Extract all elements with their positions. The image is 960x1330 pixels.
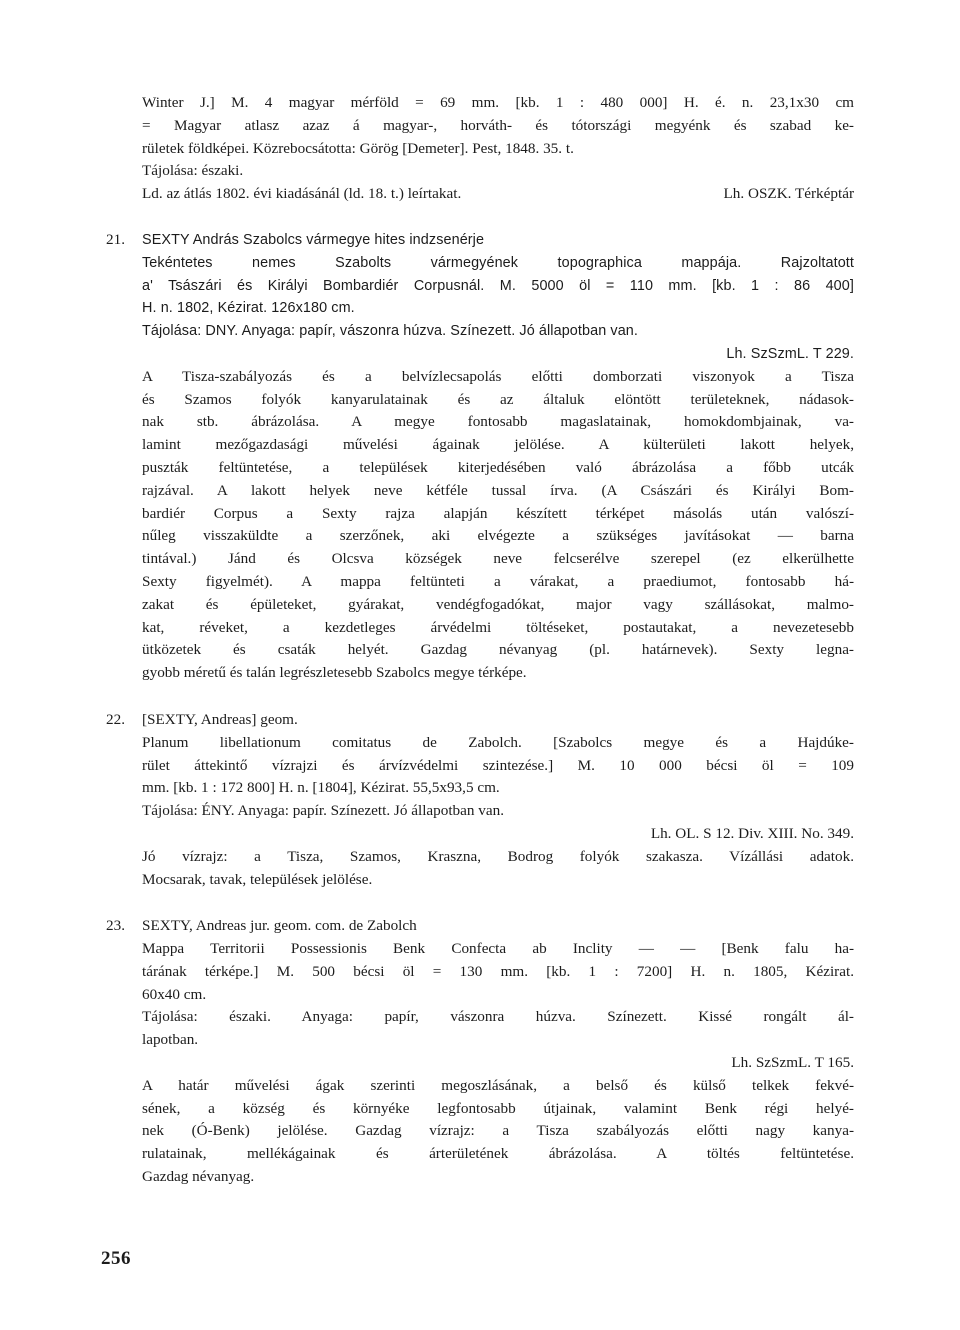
entry-physical: Tájolása: DNY. Anyaga: papír, vászonra húzva. Színezett. Jó állapotban van.	[142, 323, 639, 340]
description-line: Jó vízrajz: a Tisza, Szamos, Kraszna, Bodrog folyók szakasza. Vízállási adatok.	[142, 847, 854, 865]
location-line: Lh. OSZK. Térképtár	[723, 185, 854, 203]
description-line: és Szamos folyók kanyarulatainak és az általuk elöntött területeknek, nádasok-	[142, 390, 854, 408]
text-line: = Magyar atlasz azaz á magyar-, horváth- és tótországi megyénk és szabad ke-	[142, 116, 854, 134]
location-line: Lh. SzSzmL. T 229.	[726, 345, 854, 362]
note-line: Ld. az átlás 1802. évi kiadásánál (ld. 18. t.) leírtakat.	[142, 185, 462, 203]
text-line: Winter J.] M. 4 magyar mérföld = 69 mm. [kb. 1 : 480 000] H. é. n. 23,1x30 cm	[142, 94, 854, 111]
entry-author: [SEXTY, Andreas] geom.	[142, 710, 298, 728]
entry-number: 22.	[106, 710, 125, 728]
location-line: Lh. OL. S 12. Div. XIII. No. 349.	[650, 824, 854, 842]
description-line: tintával.) Jánd és Olcsva községek neve felcserélve szerepel (ez elkerülhette	[142, 550, 854, 568]
description-line: A határ művelési ágak szerinti megoszlásának, a belső és külső telkek fekvé-	[142, 1076, 854, 1094]
description-line: gyobb méretű és talán legrészletesebb Szabolcs megye térképe.	[142, 664, 527, 682]
description-line: zakat és épületeket, gyárakat, vendégfogadókat, major vagy szállásokat, malmo-	[142, 595, 854, 613]
entry-23	[106, 915, 854, 1189]
entry-physical: lapotban.	[142, 1031, 199, 1049]
entry-title: rület áttekintő vízrajzi és árvízvédelmi szintezése.] M. 10 000 bécsi öl = 109	[142, 756, 854, 774]
entry-imprint: mm. [kb. 1 : 172 800] H. n. [1804], Kézirat. 55,5x93,5 cm.	[142, 779, 500, 797]
entry-imprint: H. n. 1802, Kézirat. 126x180 cm.	[142, 300, 355, 317]
description-line: Sexty figyelmét). A mappa feltünteti a várakat, a praediumot, fontosabb há-	[142, 572, 854, 590]
description-line: nek (Ó-Benk) jelölése. Gazdag vízrajz: a Tisza szabályozás előtti nagy kanya-	[142, 1122, 854, 1140]
entry-title: tárának térképe.] M. 500 bécsi öl = 130 mm. [kb. 1 : 7200] H. n. 1805, Kézirat.	[142, 962, 854, 980]
description-line: rulatainak, mellékágainak és árterületének ábrázolása. A töltés feltüntetése.	[142, 1145, 854, 1163]
description-line: bardiér Corpus a Sexty rajza alapján készített térképet másolás után valószí-	[142, 504, 854, 522]
entry-22	[106, 709, 854, 891]
entry-author: SEXTY András Szabolcs vármegye hites indzsenérje	[142, 231, 485, 248]
description-line: kat, réveket, a kezdetleges árvédelmi töltéseket, postautakat, a nevezetesebb	[142, 618, 854, 636]
description-line: sének, a község és környéke legfontosabb útjainak, valamint Benk régi helyé-	[142, 1099, 854, 1117]
description-line: rajzával. A lakott helyek neve kétféle tussal írva. (A Császári és Királyi Bom-	[142, 481, 854, 499]
description-line: nűleg visszaküldte a szerzőnek, aki elvégezte a szükséges javításokat — barna	[142, 527, 854, 545]
entry-title: a' Tsászári és Királyi Bombardiér Corpusnál. M. 5000 öl = 110 mm. [kb. 1 : 86 400]	[142, 277, 854, 294]
entry-title: Mappa Territorii Possessionis Benk Confecta ab Inclity — — [Benk falu ha-	[142, 940, 854, 958]
entry-physical: Tájolása: ÉNY. Anyaga: papír. Színezett. Jó állapotban van.	[142, 802, 505, 820]
description-line: Mocsarak, tavak, települések jelölése.	[142, 870, 373, 888]
entry-title: Tekéntetes nemes Szabolts vármegyének topographica mappája. Rajzoltatott	[142, 254, 854, 271]
entry-title: Planum libellationum comitatus de Zabolch. [Szabolcs megye és a Hajdúke-	[142, 733, 854, 751]
description-line: A Tisza-szabályozás és a belvízlecsapolás előtti domborzati viszonyok a Tisza	[142, 367, 854, 385]
document-page	[106, 92, 854, 1189]
page-number: 256	[101, 1248, 131, 1269]
description-line: nak stb. ábrázolása. A megye fontosabb magaslatainak, homokdombjainak, va-	[142, 413, 854, 431]
text-line: rületek földképei. Közrebocsátotta: Görög [Demeter]. Pest, 1848. 35. t.	[142, 139, 574, 157]
entry-number: 23.	[106, 917, 125, 935]
entry-20-continuation	[142, 92, 854, 206]
description-line: Gazdag névanyag.	[142, 1168, 255, 1186]
entry-author: SEXTY, Andreas jur. geom. com. de Zabolch	[142, 917, 417, 935]
entry-number: 21.	[106, 230, 125, 248]
description-line: ütközetek és csaták helyét. Gazdag névanyag (pl. határnevek). Sexty legna-	[142, 641, 854, 659]
location-line: Lh. SzSzmL. T 165.	[731, 1054, 854, 1072]
entry-21	[106, 229, 854, 685]
entry-imprint: 60x40 cm.	[142, 985, 207, 1003]
description-line: puszták feltüntetése, a települések kiterjedésében való ábrázolása a főbb utcák	[142, 458, 854, 476]
text-line: Tájolása: északi.	[142, 162, 244, 180]
entry-physical: Tájolása: északi. Anyaga: papír, vászonra húzva. Színezett. Kissé rongált ál-	[142, 1008, 854, 1026]
description-line: lamint mezőgazdasági művelési ágainak jelölése. A külterületi lakott helyek,	[142, 436, 854, 454]
